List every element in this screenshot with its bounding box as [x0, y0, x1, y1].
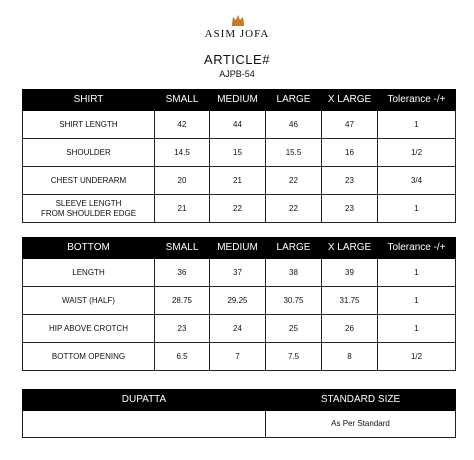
table-cell: 37 [210, 259, 266, 287]
row-label: CHEST UNDERARM [23, 167, 155, 195]
table-cell: 3/4 [378, 167, 456, 195]
row-label: BOTTOM OPENING [23, 343, 155, 371]
table-row [23, 287, 456, 315]
column-header: LARGE [266, 90, 322, 111]
row-label: SHIRT LENGTH [23, 111, 155, 139]
table-cell [23, 411, 266, 438]
brand-logo [0, 14, 474, 44]
table-cell: 14.5 [155, 139, 210, 167]
column-header: X LARGE [322, 90, 378, 111]
table-cell: 42 [155, 111, 210, 139]
table-cell: 23 [155, 315, 210, 343]
table-cell: 47 [322, 111, 378, 139]
column-header: MEDIUM [210, 238, 266, 259]
row-label: SHOULDER [23, 139, 155, 167]
table-cell: 25 [266, 315, 322, 343]
table-row [23, 315, 456, 343]
table-cell: 24 [210, 315, 266, 343]
table-cell: 29.25 [210, 287, 266, 315]
table-cell: 31.75 [322, 287, 378, 315]
column-header: BOTTOM [23, 238, 155, 259]
table-cell: 23 [322, 167, 378, 195]
table-row [23, 111, 456, 139]
column-header: SMALL [155, 238, 210, 259]
table-row [23, 167, 456, 195]
table-cell: 15.5 [266, 139, 322, 167]
table-cell: 7 [210, 343, 266, 371]
table-cell: 30.75 [266, 287, 322, 315]
table-row [23, 411, 456, 438]
table-cell: As Per Standard [266, 411, 456, 438]
column-header: LARGE [266, 238, 322, 259]
row-label: WAIST (HALF) [23, 287, 155, 315]
table-cell: 6.5 [155, 343, 210, 371]
row-label: SLEEVE LENGTH FROM SHOULDER EDGE [23, 195, 155, 223]
table-cell: 1/2 [378, 343, 456, 371]
column-header: DUPATTA [23, 390, 266, 411]
dupatta-size-table [22, 389, 456, 438]
column-header: Tolerance -/+ [378, 238, 456, 259]
table-cell: 23 [322, 195, 378, 223]
table-cell: 28.75 [155, 287, 210, 315]
table-row [23, 259, 456, 287]
table-cell: 44 [210, 111, 266, 139]
table-cell: 21 [155, 195, 210, 223]
table-cell: 1/2 [378, 139, 456, 167]
column-header: Tolerance -/+ [378, 90, 456, 111]
table-cell: 16 [322, 139, 378, 167]
table-header-row [23, 90, 456, 111]
column-header: SHIRT [23, 90, 155, 111]
table-cell: 1 [378, 111, 456, 139]
bottom-size-table [22, 237, 456, 371]
table-cell: 22 [210, 195, 266, 223]
article-title: ARTICLE# [204, 52, 270, 67]
table-cell: 39 [322, 259, 378, 287]
column-header: X LARGE [322, 238, 378, 259]
table-header-row [23, 390, 456, 411]
table-cell: 1 [378, 315, 456, 343]
table-cell: 1 [378, 259, 456, 287]
table-cell: 22 [266, 195, 322, 223]
table-row [23, 195, 456, 223]
table-cell: 26 [322, 315, 378, 343]
table-cell: 8 [322, 343, 378, 371]
table-cell: 21 [210, 167, 266, 195]
table-cell: 46 [266, 111, 322, 139]
table-cell: 22 [266, 167, 322, 195]
table-cell: 38 [266, 259, 322, 287]
table-row [23, 343, 456, 371]
crown-logo-icon [231, 14, 245, 26]
column-header: STANDARD SIZE [266, 390, 456, 411]
table-header-row [23, 238, 456, 259]
brand-name: ASIM JOFA [204, 28, 270, 40]
table-cell: 20 [155, 167, 210, 195]
row-label: LENGTH [23, 259, 155, 287]
shirt-size-table [22, 89, 456, 223]
article-code: AJPB-54 [219, 69, 255, 79]
column-header: MEDIUM [210, 90, 266, 111]
table-row [23, 139, 456, 167]
table-cell: 7.5 [266, 343, 322, 371]
table-cell: 36 [155, 259, 210, 287]
table-cell: 1 [378, 287, 456, 315]
table-cell: 15 [210, 139, 266, 167]
column-header: SMALL [155, 90, 210, 111]
row-label: HIP ABOVE CROTCH [23, 315, 155, 343]
table-cell: 1 [378, 195, 456, 223]
